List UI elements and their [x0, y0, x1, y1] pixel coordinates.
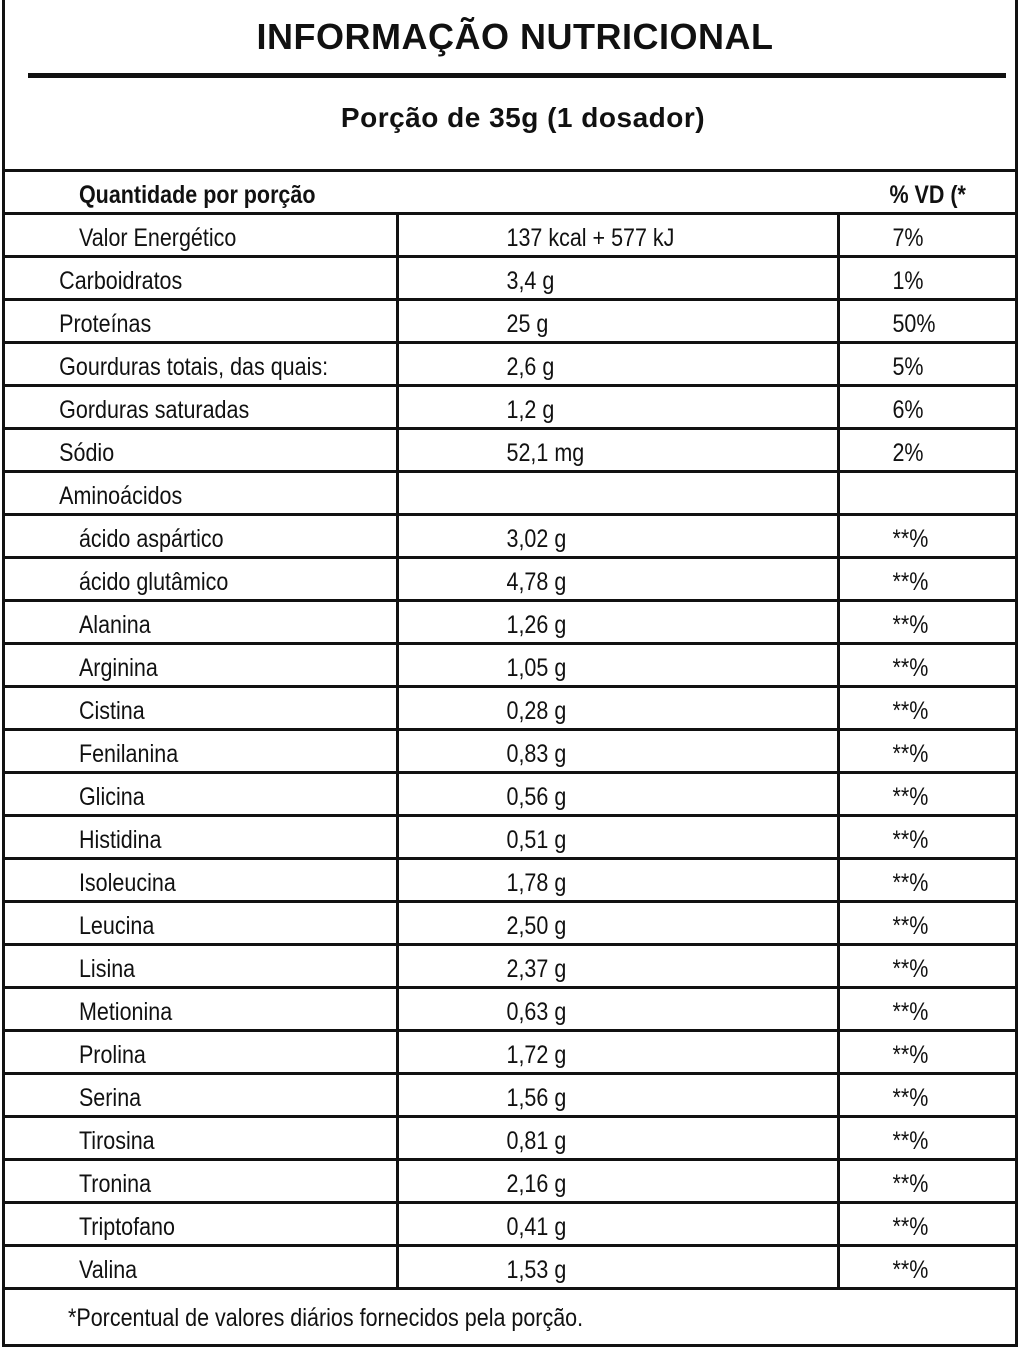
label-title: INFORMAÇÃO NUTRICIONAL [256, 16, 774, 57]
table-row [5, 301, 1015, 344]
nutrient-name: Gourduras totais, das quais: [59, 353, 329, 381]
nutrient-daily-value: **% [892, 869, 929, 897]
table-row [5, 1204, 1015, 1247]
nutrient-amount: 0,81 g [506, 1127, 567, 1155]
nutrient-daily-value: **% [892, 568, 929, 596]
nutrient-amount: 2,16 g [506, 1170, 567, 1198]
nutrient-name: Aminoácidos [59, 482, 183, 510]
table-row [5, 946, 1015, 989]
nutrient-daily-value: 50% [892, 310, 936, 338]
table-row [5, 344, 1015, 387]
nutrient-amount: 2,50 g [506, 912, 567, 940]
nutrient-amount: 0,56 g [506, 783, 567, 811]
nutrient-name: Cistina [78, 697, 145, 725]
table-row [5, 1075, 1015, 1118]
nutrient-daily-value: **% [892, 955, 929, 983]
table-row [5, 774, 1015, 817]
table-row [5, 1032, 1015, 1075]
footnote [68, 1304, 667, 1333]
nutrient-amount: 4,78 g [506, 568, 567, 596]
nutrient-name: Sódio [59, 439, 115, 467]
table-row [5, 645, 1015, 688]
nutrient-amount: 1,05 g [506, 654, 567, 682]
nutrient-daily-value: **% [892, 998, 929, 1026]
nutrient-amount: 137 kcal + 577 kJ [506, 224, 675, 252]
nutrient-daily-value: **% [892, 525, 929, 553]
nutrient-daily-value: 7% [892, 224, 924, 252]
table-row [5, 258, 1015, 301]
table-row [5, 559, 1015, 602]
nutrient-name: Fenilanina [78, 740, 179, 768]
table-row [5, 602, 1015, 645]
table-row [5, 473, 1015, 516]
nutrient-name: Arginina [78, 654, 158, 682]
nutrient-name: Valor Energético [78, 224, 237, 252]
nutrient-name: Glicina [78, 783, 145, 811]
nutrient-name: Metionina [78, 998, 173, 1026]
nutrient-amount: 0,41 g [506, 1213, 567, 1241]
nutrient-name: Carboidratos [59, 267, 183, 295]
table-row [5, 989, 1015, 1032]
portion-size: Porção de 35g (1 dosador) [340, 102, 706, 133]
nutrient-daily-value: **% [892, 1127, 929, 1155]
nutrient-name: Gorduras saturadas [59, 396, 250, 424]
nutrient-name: Isoleucina [78, 869, 176, 897]
nutrient-name: Proteínas [59, 310, 152, 338]
nutrient-name: Alanina [78, 611, 151, 639]
nutrient-name: Histidina [78, 826, 162, 854]
nutrient-daily-value: 1% [892, 267, 924, 295]
nutrient-name: Triptofano [78, 1213, 175, 1241]
nutrient-daily-value: **% [892, 826, 929, 854]
nutrient-daily-value: **% [892, 783, 929, 811]
table-row [5, 1247, 1015, 1290]
nutrient-amount: 1,2 g [506, 396, 555, 424]
nutrient-name: Lisina [78, 955, 136, 983]
nutrient-name: ácido aspártico [78, 525, 224, 553]
table-header-row [5, 172, 1015, 215]
nutrient-daily-value: **% [892, 912, 929, 940]
nutrient-amount: 0,63 g [506, 998, 567, 1026]
nutrient-name: Leucina [78, 912, 155, 940]
nutrient-daily-value: **% [892, 654, 929, 682]
nutrient-amount: 3,02 g [506, 525, 567, 553]
table-row [5, 215, 1015, 258]
table-row [5, 387, 1015, 430]
nutrient-daily-value: **% [892, 1256, 929, 1284]
nutrient-name: Prolina [78, 1041, 146, 1069]
nutrient-daily-value: **% [892, 740, 929, 768]
nutrient-amount: 0,83 g [506, 740, 567, 768]
table-row [5, 817, 1015, 860]
nutrient-amount: 2,6 g [506, 353, 555, 381]
nutrient-amount: 0,51 g [506, 826, 567, 854]
nutrient-amount: 1,56 g [506, 1084, 567, 1112]
nutrient-amount: 25 g [506, 310, 549, 338]
footnote-text: *Porcentual de valores diários fornecidos pela porção. [68, 1304, 584, 1332]
nutrient-daily-value: **% [892, 1170, 929, 1198]
nutrient-daily-value: **% [892, 1084, 929, 1112]
nutrient-daily-value: **% [892, 1213, 929, 1241]
title-divider [28, 73, 1006, 78]
table-row [5, 1161, 1015, 1204]
dv-header: % VD (* [889, 181, 966, 209]
nutrient-name: Tronina [78, 1170, 152, 1198]
nutrient-daily-value: 5% [892, 353, 924, 381]
nutrient-daily-value: 6% [892, 396, 924, 424]
nutrient-amount: 2,37 g [506, 955, 567, 983]
nutrient-name: ácido glutâmico [78, 568, 229, 596]
nutrient-name: Tirosina [78, 1127, 155, 1155]
nutrient-name: Serina [78, 1084, 142, 1112]
nutrient-daily-value: **% [892, 611, 929, 639]
nutrient-amount: 3,4 g [506, 267, 555, 295]
nutrient-amount: 0,28 g [506, 697, 567, 725]
nutrient-name: Valina [78, 1256, 138, 1284]
nutrient-amount: 52,1 mg [506, 439, 585, 467]
table-row [5, 688, 1015, 731]
nutrient-amount: 1,72 g [506, 1041, 567, 1069]
table-row [5, 516, 1015, 559]
nutrient-daily-value: **% [892, 697, 929, 725]
table-row [5, 1118, 1015, 1161]
quantity-header: Quantidade por porção [78, 181, 316, 209]
nutrient-amount: 1,26 g [506, 611, 567, 639]
nutrient-amount: 1,53 g [506, 1256, 567, 1284]
table-row [5, 731, 1015, 774]
nutrition-table [5, 172, 1015, 1290]
nutrient-amount: 1,78 g [506, 869, 567, 897]
table-row [5, 903, 1015, 946]
table-row [5, 430, 1015, 473]
nutrient-daily-value: **% [892, 1041, 929, 1069]
table-row [5, 860, 1015, 903]
nutrient-daily-value: 2% [892, 439, 924, 467]
